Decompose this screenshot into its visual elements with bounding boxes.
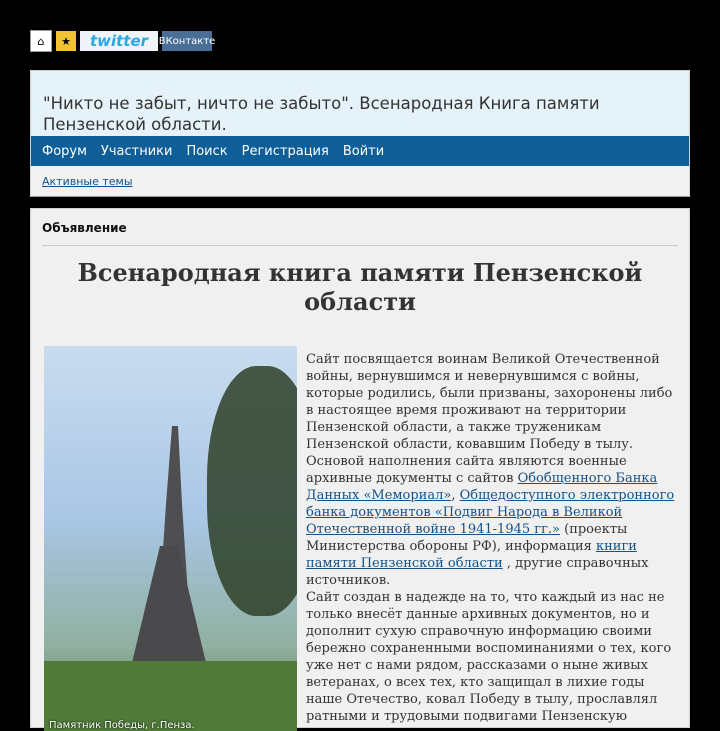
nav-forum[interactable]: Форум — [42, 143, 87, 159]
forum-header — [30, 70, 690, 197]
announcement-heading: Объявление — [42, 221, 678, 246]
memory-book-link[interactable]: книги памяти Пензенской области — [306, 539, 637, 571]
twitter-button[interactable]: twitter — [80, 31, 158, 51]
nav-login[interactable]: Войти — [342, 143, 385, 159]
tree-shape — [207, 366, 297, 616]
podvig-naroda-link[interactable]: Общедоступного электронного банка документов «Подвиг Народа в Великой Отечественной войне 1941-1945 гг.» — [306, 488, 675, 537]
announcement-panel — [30, 208, 690, 731]
site-title: "Никто не забыт, ничто не забыто". Всенародная Книга памяти Пензенской области. — [31, 71, 689, 136]
nav-register[interactable]: Регистрация — [241, 143, 329, 159]
star-icon[interactable]: ★ — [56, 31, 76, 51]
main-nav — [31, 136, 689, 166]
text-part: , другие справочных источников. — [306, 556, 649, 588]
top-icons — [30, 30, 216, 52]
home-icon[interactable]: ⌂ — [30, 30, 52, 52]
text-separator: , — [451, 488, 460, 503]
nav-members[interactable]: Участники — [100, 143, 173, 159]
sub-nav — [31, 166, 689, 197]
monument-photo — [44, 346, 297, 731]
nav-search[interactable]: Поиск — [186, 143, 228, 159]
page-title: Всенародная книга памяти Пензенской области — [77, 258, 643, 316]
text-part: (проекты Министерства обороны РФ), информация — [306, 522, 628, 554]
photo-caption: Памятник Победы, г.Пенза. — [49, 720, 195, 731]
text-paragraph: Сайт создан в надежде на то, что каждый из нас не только внесёт данные архивных документов, но и дополнит сухую справочную информацию своими бережно сохраненными воспоминаниями о тех, кого уже нет с нами рядом, рассказами о ныне живых ветеранах, о всех тех, кто защищал в лихие годы наше Отечество, ковал Победу в тылу, прославлял ратными и трудовыми подвигами Пензенскую — [306, 590, 672, 724]
announcement-text — [306, 351, 676, 725]
text-part: Сайт посвящается воинам Великой Отечественной войны, вернувшимся и невернувшимся с войны, которые родились, были призваны, захоронены либо в настоящее время проживают на территории Пензенской области, а также труженикам Пензенской области, ковавшим Победу в тылу. Основой наполнения сайта являются военные архивные документы с сайтов — [306, 352, 673, 486]
vk-button[interactable]: ВКонтакте — [162, 31, 212, 51]
memorial-link[interactable]: Обобщенного Банка Данных «Мемориал» — [306, 471, 658, 503]
active-topics-link[interactable]: Активные темы — [42, 174, 133, 188]
